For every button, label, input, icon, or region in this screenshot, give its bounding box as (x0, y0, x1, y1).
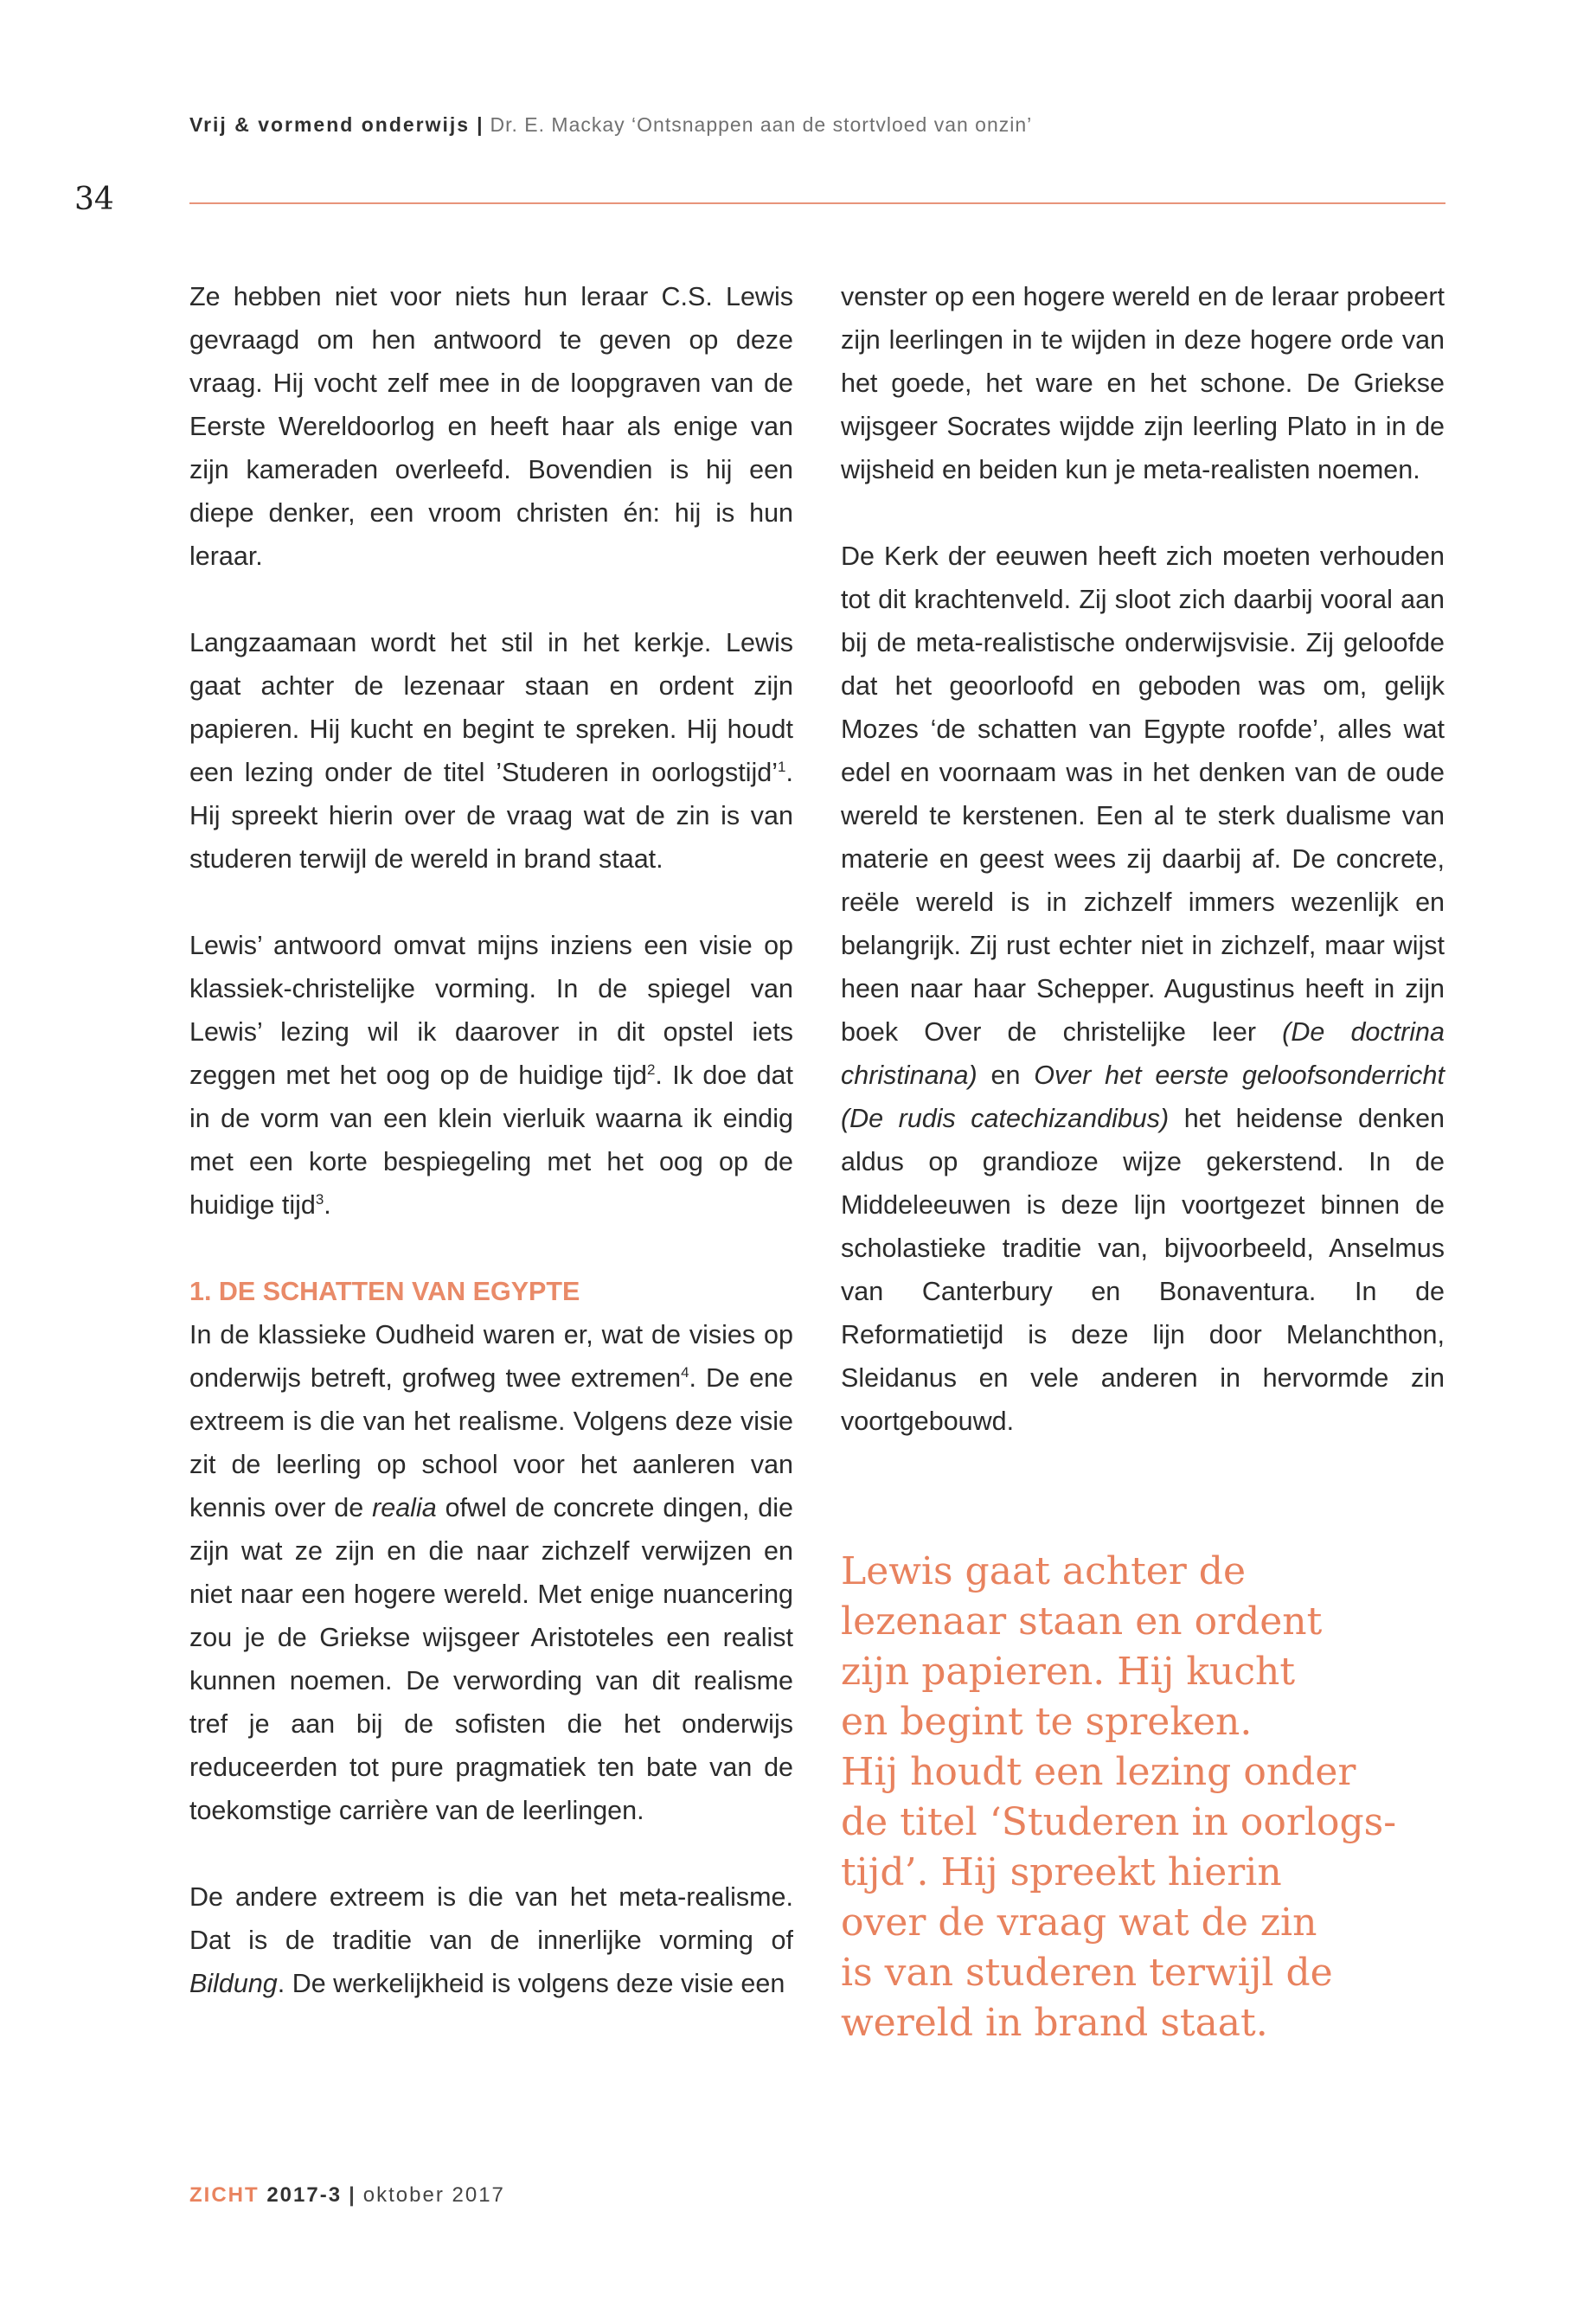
paragraph-text: . Hij spreekt hierin over de vraag wat de zin is van studeren terwijl de wereld in brand staat. (189, 758, 793, 874)
pull-quote-line: Lewis gaat achter de (841, 1549, 1247, 1593)
right-column (841, 275, 1445, 1443)
paragraph-text: . Ik doe dat in de vorm van een klein vierluik waarna ik eindig met een korte bespiegeling met het oog op de huidige tijd (189, 1061, 793, 1220)
paragraph-antwoord (189, 924, 793, 1227)
paragraph-text: ofwel de concrete dingen, die zijn wat ze zijn en die naar zichzelf verwijzen en niet naar een hogere wereld. Met enige nuancering zou je de Griekse wijsgeer Aristoteles een realist kunnen noemen. De verwording van dit realisme tref je aan bij de sofisten die het onderwijs reduceerden tot pure pragmatiek ten bate van de toekomstige carrière van de leerlingen. (189, 1493, 794, 1825)
emphasis-text: realia (372, 1493, 437, 1522)
footnote-ref: 4 (681, 1363, 689, 1381)
running-head-separator: | (477, 113, 484, 136)
paragraph-intro (189, 275, 793, 578)
emphasis-text: (De doctrina christinana) (841, 1017, 1445, 1090)
running-head-article-title: Dr. E. Mackay ‘Ontsnappen aan de stortvloed van onzin’ (490, 113, 1033, 136)
section-heading: 1. DE SCHATTEN VAN EGYPTE (189, 1277, 580, 1306)
footer-magazine: ZICHT (189, 2183, 260, 2207)
footer (189, 2183, 505, 2208)
running-head (189, 113, 1032, 137)
pull-quote-line: is van studeren terwijl de (841, 1951, 1333, 1995)
pull-quote-line: de titel ‘Studeren in oorlogs- (841, 1800, 1397, 1844)
pull-quote-line: wereld in brand staat. (841, 2001, 1268, 2045)
paragraph-text: en (977, 1061, 1035, 1090)
paragraph-text: Lewis’ antwoord omvat mijns inziens een visie op klassiek-christelijke vorming. In de spiegel van Lewis’ lezing wil ik daarover in dit opstel iets zeggen met het oog op de huidige tijd (189, 931, 793, 1090)
pull-quote-line: over de vraag wat de zin (841, 1900, 1317, 1945)
footnote-ref: 1 (778, 758, 786, 775)
paragraph-text: venster op een hogere wereld en de leraar probeert zijn leerlingen in te wijden in deze hogere orde van het goede, het ware en het schone. De Griekse wijsgeer Socrates wijdde zijn leerling Plato in in de wijsheid en beiden kun je meta-realisten noemen. (841, 282, 1445, 484)
footnote-ref: 2 (646, 1061, 656, 1078)
pull-quote-line: zijn papieren. Hij kucht (841, 1650, 1296, 1694)
paragraph-text: De Kerk der eeuwen heeft zich moeten verhouden tot dit krachtenveld. Zij sloot zich daarbij vooral aan bij de meta-realistische onderwijsvisie. Zij geloofde dat het geoorloofd en geboden was om, gelijk Mozes ‘de schatten van Egypte roofde’, alles wat edel en voornaam was in het denken van de oude wereld te kerstenen. Een al te sterk dualisme van materie en geest wees zij daarbij af. De concrete, reële wereld is in zichzelf immers wezenlijk en belangrijk. Zij rust echter niet in zichzelf, maar wijst heen naar haar Schepper. Augustinus heeft in zijn boek Over de christelijke leer (841, 542, 1445, 1047)
paragraph-text: . (324, 1190, 331, 1220)
paragraph-text: . De ene extreem is die van het realisme. Volgens deze visie zit de leerling op school voor het aanleren van kennis over de (189, 1363, 793, 1522)
footer-separator: | (349, 2183, 356, 2207)
paragraph-text: In de klassieke Oudheid waren er, wat de visies op onderwijs betreft, grofweg twee extremen (189, 1320, 793, 1393)
paragraph-venster (841, 275, 1445, 491)
paragraph-kerk (841, 535, 1445, 1443)
pull-quote-line: lezenaar staan en ordent (841, 1599, 1323, 1644)
page-number: 34 (74, 182, 114, 217)
emphasis-text: Bildung (189, 1969, 278, 1998)
left-column (189, 275, 793, 2005)
pull-quote-line: Hij houdt een lezing onder (841, 1750, 1356, 1794)
footer-date: oktober 2017 (362, 2183, 505, 2207)
paragraph-text: het heidense denken aldus op grandioze wijze gekerstend. In de Middeleeuwen is deze lijn voortgezet binnen de scholastieke traditie van, bijvoorbeeld, Anselmus van Canterbury en Bonaventura. In de Reformatietijd is deze lijn door Melanchthon, Sleidanus en vele anderen in hervormde zin voortgebouwd. (841, 1104, 1445, 1436)
paragraph-meta-realisme (189, 1875, 793, 2005)
paragraph-text: De andere extreem is die van het meta-realisme. Dat is de traditie van de innerlijke vorming of (189, 1882, 793, 1955)
paragraph-text: Ze hebben niet voor niets hun leraar C.S. Lewis gevraagd om hen antwoord te geven op deze vraag. Hij vocht zelf mee in de loopgraven van de Eerste Wereldoorlog en heeft haar als enige van zijn kameraden overleefd. Bovendien is hij een diepe denker, een vroom christen én: hij is hun leraar. (189, 282, 793, 571)
pull-quote-line: tijd’. Hij spreekt hierin (841, 1850, 1282, 1894)
pull-quote-line: en begint te spreken. (841, 1700, 1253, 1744)
paragraph-text: . De werkelijkheid is volgens deze visie een (277, 1969, 785, 1998)
paragraph-lezing (189, 621, 793, 881)
header-rule (189, 202, 1445, 204)
footnote-ref: 3 (315, 1190, 324, 1208)
footer-issue: 2017-3 (266, 2183, 343, 2207)
running-head-series: Vrij & vormend onderwijs (189, 113, 471, 136)
paragraph-realisme (189, 1313, 793, 1832)
emphasis-text: Over het eerste geloofsonderricht (De rudis catechizandibus) (841, 1061, 1445, 1133)
pull-quote (841, 1547, 1464, 2048)
paragraph-text: Langzaamaan wordt het stil in het kerkje. Lewis gaat achter de lezenaar staan en ordent zijn papieren. Hij kucht en begint te spreken. Hij houdt een lezing onder de titel ’Studeren in oorlogstijd’ (189, 628, 793, 787)
